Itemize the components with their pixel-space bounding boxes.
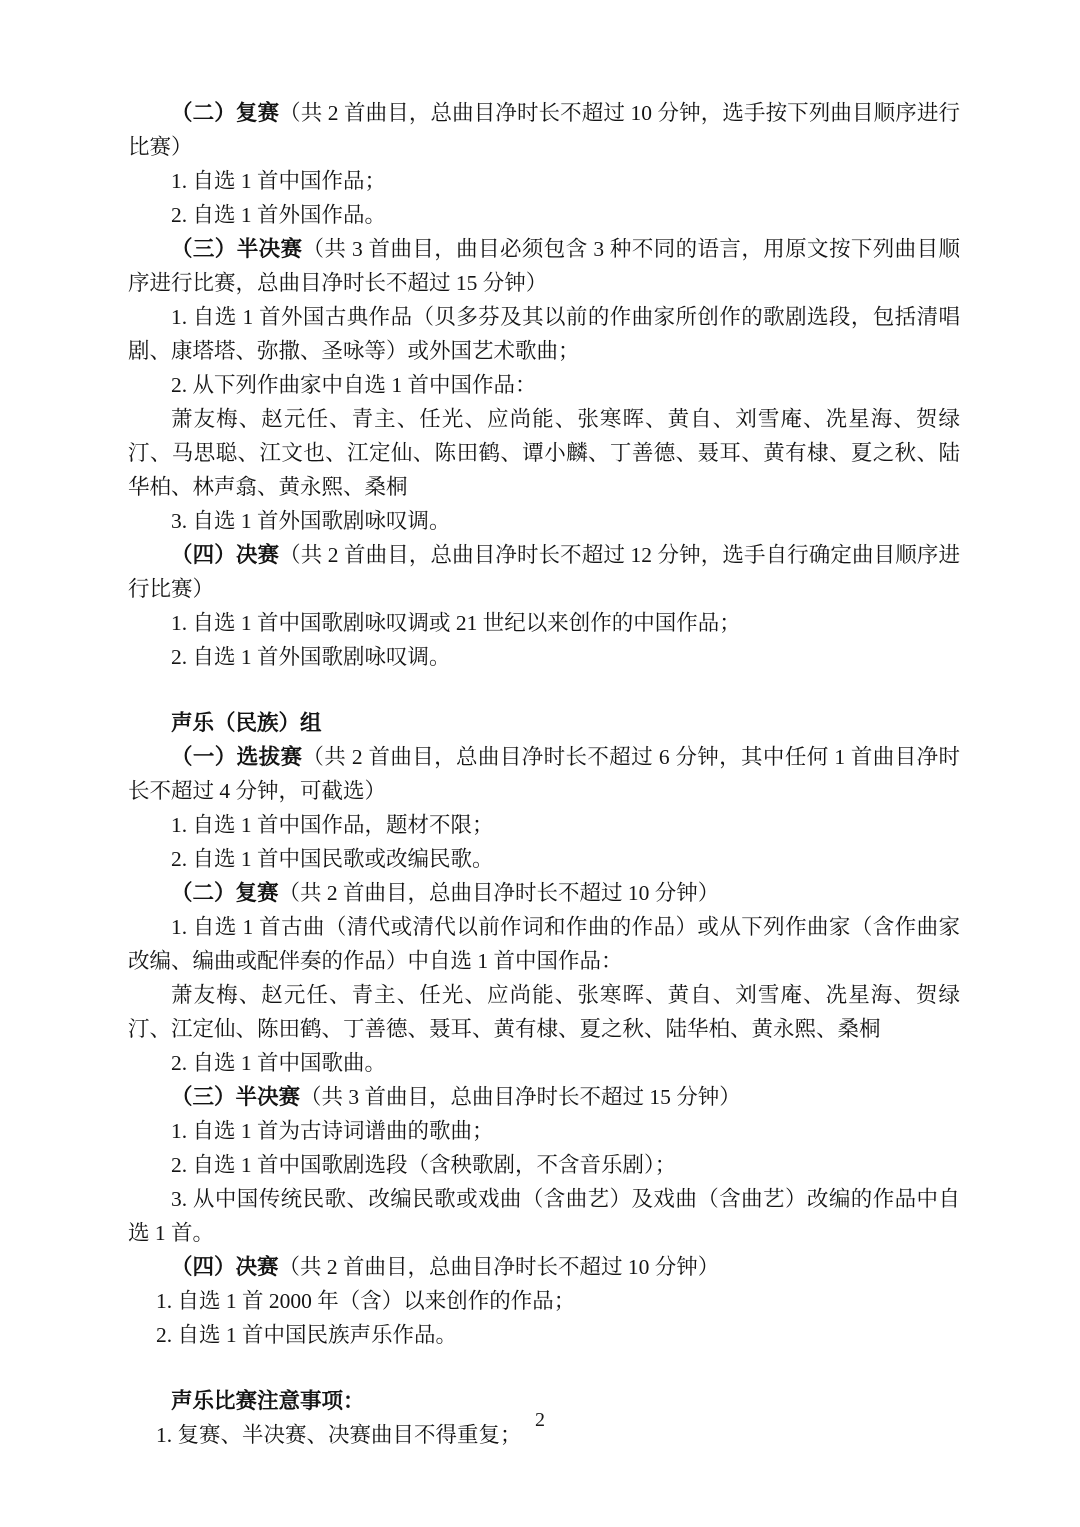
list-item-text: 2. 自选 1 首外国歌剧咏叹调。 — [171, 645, 451, 669]
paragraph-folk-round4-header — [128, 1250, 960, 1284]
list-item — [128, 368, 960, 402]
list-item — [128, 1148, 960, 1182]
folk-round4-title: （四）决赛 — [171, 1255, 279, 1279]
round4-title: （四）决赛 — [171, 543, 280, 567]
list-item — [128, 164, 960, 198]
list-item-text: 3. 从中国传统民歌、改编民歌或戏曲（含曲艺）及戏曲（含曲艺）改编的作品中自选 1 首。 — [128, 1187, 960, 1245]
page-number: 2 — [535, 1409, 545, 1431]
paragraph-round4-header — [128, 538, 960, 606]
composer-names: 萧友梅、赵元任、青主、任光、应尚能、张寒晖、黄自、刘雪庵、冼星海、贺绿汀、马思聪、江文也、江定仙、陈田鹤、谭小麟、丁善德、聂耳、黄有棣、夏之秋、陆华柏、林声翕、黄永熙、桑桐 — [128, 407, 960, 499]
round4-rules: （共 2 首曲目，总曲目净时长不超过 12 分钟，选手自行确定曲目顺序进行比赛） — [128, 543, 960, 601]
list-item — [128, 910, 960, 978]
list-item — [128, 300, 960, 368]
round2-title: （二）复赛 — [171, 101, 280, 125]
list-item — [128, 1318, 960, 1352]
list-item-text: 3. 自选 1 首外国歌剧咏叹调。 — [171, 509, 451, 533]
folk-round3-title: （三）半决赛 — [171, 1085, 301, 1109]
group-title-text: 声乐（民族）组 — [171, 711, 322, 735]
list-item — [128, 606, 960, 640]
round3-title: （三）半决赛 — [171, 237, 303, 261]
list-item-text: 2. 自选 1 首中国歌曲。 — [171, 1051, 387, 1075]
list-item — [128, 198, 960, 232]
paragraph-folk-round3-header — [128, 1080, 960, 1114]
list-item-text: 2. 自选 1 首外国作品。 — [171, 203, 387, 227]
list-item-text: 1. 自选 1 首中国作品，题材不限； — [171, 813, 494, 837]
paragraph-folk-round1-header — [128, 740, 960, 808]
list-item — [128, 1114, 960, 1148]
composer-list — [128, 978, 960, 1046]
list-item-text: 1. 自选 1 首中国作品； — [171, 169, 387, 193]
list-item-text: 2. 自选 1 首中国民歌或改编民歌。 — [171, 847, 494, 871]
folk-round4-rules: （共 2 首曲目，总曲目净时长不超过 10 分钟） — [278, 1255, 720, 1279]
list-item — [128, 640, 960, 674]
list-item-text: 1. 自选 1 首外国古典作品（贝多芬及其以前的作曲家所创作的歌剧选段，包括清唱剧、康塔塔、弥撒、圣咏等）或外国艺术歌曲； — [128, 305, 960, 363]
composer-list — [128, 402, 960, 504]
list-item-text: 1. 自选 1 首为古诗词谱曲的歌曲； — [171, 1119, 494, 1143]
folk-round1-title: （一）选拔赛 — [171, 745, 303, 769]
list-item — [128, 1046, 960, 1080]
list-item — [128, 1182, 960, 1250]
notes-title-text: 声乐比赛注意事项： — [171, 1389, 365, 1413]
folk-round2-title: （二）复赛 — [171, 881, 279, 905]
document-body — [128, 96, 960, 1452]
paragraph-folk-round2-header — [128, 876, 960, 910]
list-item — [128, 842, 960, 876]
composer-names: 萧友梅、赵元任、青主、任光、应尚能、张寒晖、黄自、刘雪庵、冼星海、贺绿汀、江定仙、陈田鹤、丁善德、聂耳、黄有棣、夏之秋、陆华柏、黄永熙、桑桐 — [128, 983, 960, 1041]
list-item-text: 1. 自选 1 首古曲（清代或清代以前作词和作曲的作品）或从下列作曲家（含作曲家改编、编曲或配伴奏的作品）中自选 1 首中国作品： — [128, 915, 960, 973]
list-item — [128, 1284, 960, 1318]
folk-round2-rules: （共 2 首曲目，总曲目净时长不超过 10 分钟） — [278, 881, 720, 905]
list-item-text: 2. 自选 1 首中国民族声乐作品。 — [155, 1323, 457, 1347]
paragraph-round2-header — [128, 96, 960, 164]
list-item — [128, 808, 960, 842]
group-title-folk-vocal — [128, 706, 960, 740]
list-item — [128, 504, 960, 538]
list-item-text: 2. 自选 1 首中国歌剧选段（含秧歌剧，不含音乐剧）； — [171, 1153, 677, 1177]
list-item-text: 1. 自选 1 首 2000 年（含）以来创作的作品； — [155, 1289, 576, 1313]
paragraph-round3-header — [128, 232, 960, 300]
folk-round3-rules: （共 3 首曲目，总曲目净时长不超过 15 分钟） — [300, 1085, 741, 1109]
round2-rules: （共 2 首曲目，总曲目净时长不超过 10 分钟，选手按下列曲目顺序进行比赛） — [128, 101, 960, 159]
round3-rules: （共 3 首曲目，曲目必须包含 3 种不同的语言，用原文按下列曲目顺序进行比赛，总曲目净时长不超过 15 分钟） — [128, 237, 960, 295]
list-item-text: 1. 自选 1 首中国歌剧咏叹调或 21 世纪以来创作的中国作品； — [171, 611, 741, 635]
list-item-text: 1. 复赛、半决赛、决赛曲目不得重复； — [155, 1423, 522, 1447]
list-item-text: 2. 从下列作曲家中自选 1 首中国作品： — [171, 373, 537, 397]
folk-round1-rules: （共 2 首曲目，总曲目净时长不超过 6 分钟，其中任何 1 首曲目净时长不超过 4 分钟，可截选） — [128, 745, 960, 803]
